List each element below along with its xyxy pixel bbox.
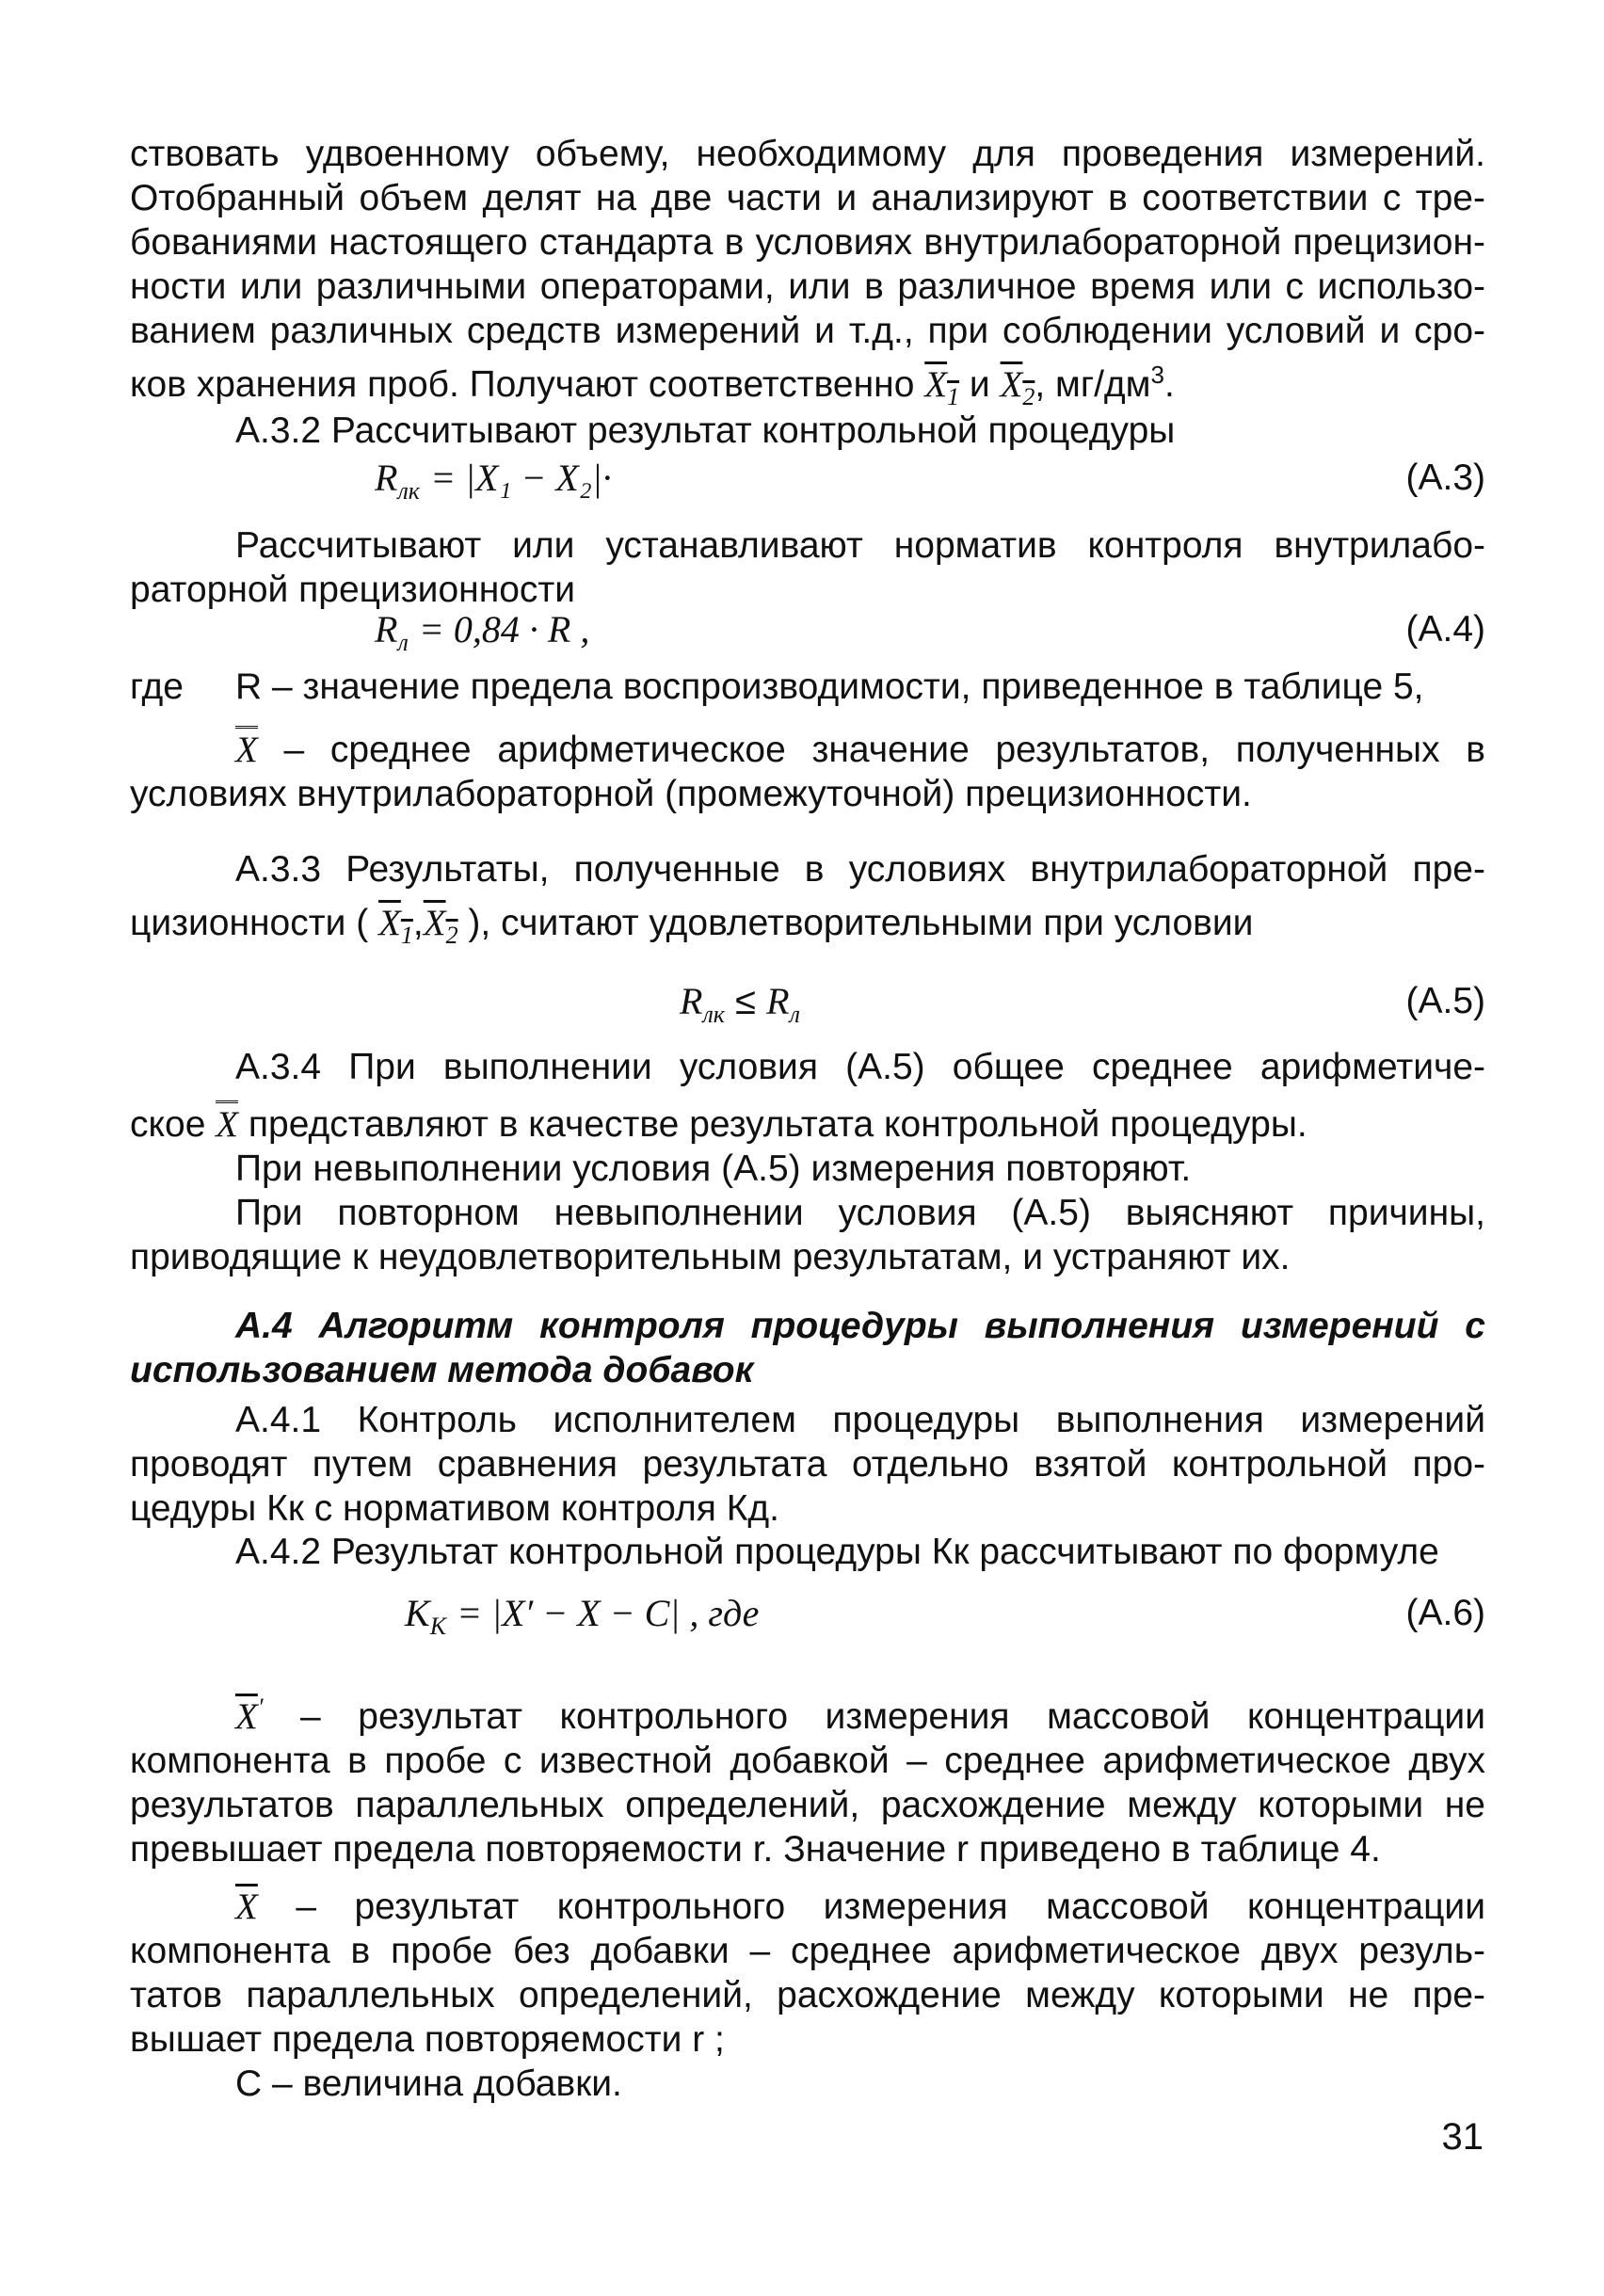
text-line: А.4.1 Контроль исполнителем процедуры выполнения измерений [235, 1400, 1485, 1440]
text-line: ности или различными операторами, или в различное время или с использо- [130, 266, 1485, 307]
x-definition: X – среднее арифметическое значение результатов, полученных в [235, 728, 1485, 772]
text-line: превышает предела повторяемости r. Значение r приведено в таблице 4. [130, 1829, 1381, 1870]
where-label: где [130, 666, 184, 707]
text-line: А.3.3 Результаты, полученные в условиях внутрилабораторной пре- [235, 849, 1485, 890]
heading-line: использованием метода добавок [130, 1350, 754, 1390]
text-line: татов параллельных определений, расхождение между которыми не пре- [130, 1975, 1485, 2015]
text-line: А.3.4 При выполнении условия (А.5) общее среднее арифметиче- [235, 1047, 1485, 1087]
text-line: проводят путем сравнения результата отдельно взятой контрольной про- [130, 1444, 1485, 1485]
definitions-block [130, 1685, 1485, 2106]
equation-number-a5: (А.5) [1405, 981, 1485, 1021]
formula-a4: $R_л = 0,84 \cdot R$ , [375, 608, 590, 656]
text-line: ков хранения проб. Получают соответственно $X_1$ и $X_2$, $мг/дм^3$. [130, 361, 1175, 410]
x1-symbol: $X_1$ [924, 364, 960, 410]
text-line: При невыполнении условия (А.5) измерения повторяют. [235, 1148, 1192, 1189]
text-line: бованиями настоящего стандарта в условиях внутрилабораторной прецизион- [130, 222, 1485, 263]
text-line [130, 728, 1485, 772]
formula-a6: $K_К = |X' - X - C|$ , где [405, 1592, 760, 1640]
text-line: $\overline{X}$ – результат контрольного измерения массовой концентрации [235, 1887, 1485, 1927]
text-line: цизионности ( $X_1,X_2$ ), считают удовлетворительными при условии [130, 903, 1254, 949]
paragraph-norm [130, 523, 1485, 612]
section-heading-a4 [130, 1304, 1485, 1392]
equation-number-a6: (А.6) [1405, 1593, 1485, 1633]
text-line: При повторном невыполнении условия (А.5) выясняют причины, [235, 1193, 1485, 1233]
section-a32 [130, 409, 1485, 453]
text-line: Отобранный объем делят на две части и анализируют в соответствии с тре- [130, 178, 1485, 218]
text-line: А.3.2 Рассчитывают результат контрольной процедуры [235, 410, 1176, 451]
text-line: А.4.2 Результат контрольной процедуры Кк рассчитывают по формуле [235, 1532, 1439, 1572]
text-line: ское X представляют в качестве результата контрольной процедуры. [130, 1102, 1485, 1147]
equation-number-a4: (А.4) [1405, 609, 1485, 650]
section-a41 [130, 1398, 1485, 1531]
section-a42 [130, 1530, 1485, 1574]
text-line: приводящие к неудовлетворительным результатам, и устраняют их. [130, 1237, 1291, 1277]
equation-number-a3: (А.3) [1405, 458, 1485, 498]
text-line: вышает предела повторяемости r ; [130, 2019, 725, 2060]
x-double-bar-symbol: X [216, 1100, 238, 1145]
text-line: раторной прецизионности [130, 570, 576, 610]
text-line: компонента в пробе без добавки – среднее арифметическое двух резуль- [130, 1931, 1485, 1971]
text-line [130, 665, 1485, 709]
r-definition: R – значение предела воспроизводимости, приведенное в таблице 5, [235, 666, 1424, 707]
text-line: условиях внутрилабораторной (промежуточной) прецизионности. [130, 774, 1252, 814]
heading-line: А.4 Алгоритм контроля процедуры выполнения измерений с [235, 1306, 1485, 1346]
where-block [130, 665, 1485, 816]
section-a33 [130, 847, 1485, 957]
x-double-bar-symbol: X [235, 726, 258, 770]
text-line: ванием различных средств измерений и т.д., при соблюдении условий и сро- [130, 311, 1485, 351]
paragraph-intro [130, 132, 1485, 419]
page-number: 31 [1441, 2116, 1484, 2158]
x-bar-symbol: $\overline{X}$ [235, 1887, 258, 1927]
x2-symbol: $X_2$ [1000, 364, 1035, 410]
text-line: цедуры Кк с нормативом контроля Кд. [130, 1488, 780, 1529]
text-line: результатов параллельных определений, расхождение между которыми не [130, 1785, 1485, 1825]
text-line: $\overline{X}'$ – результат контрольного измерения массовой концентрации [235, 1694, 1485, 1737]
formula-a5: $R_{лк} \le R_л$ [680, 980, 800, 1028]
text-line: компонента в пробе с известной добавкой – среднее арифметическое двух [130, 1741, 1485, 1781]
x2-symbol: $X_2$ [423, 903, 458, 949]
x-prime-symbol: $\overline{X}$ [235, 1696, 258, 1737]
text-line: ствовать удвоенному объему, необходимому для проведения измерений. [130, 134, 1485, 174]
text-line: С – величина добавки. [235, 2063, 622, 2104]
section-a34 [130, 1045, 1485, 1279]
formula-a3: $R_{лк} = |X_1 - X_2|\cdot$ [375, 457, 612, 505]
x1-symbol: $X_1$ [378, 903, 413, 949]
text-line: Рассчитывают или устанавливают норматив контроля внутрилабо- [235, 525, 1485, 566]
